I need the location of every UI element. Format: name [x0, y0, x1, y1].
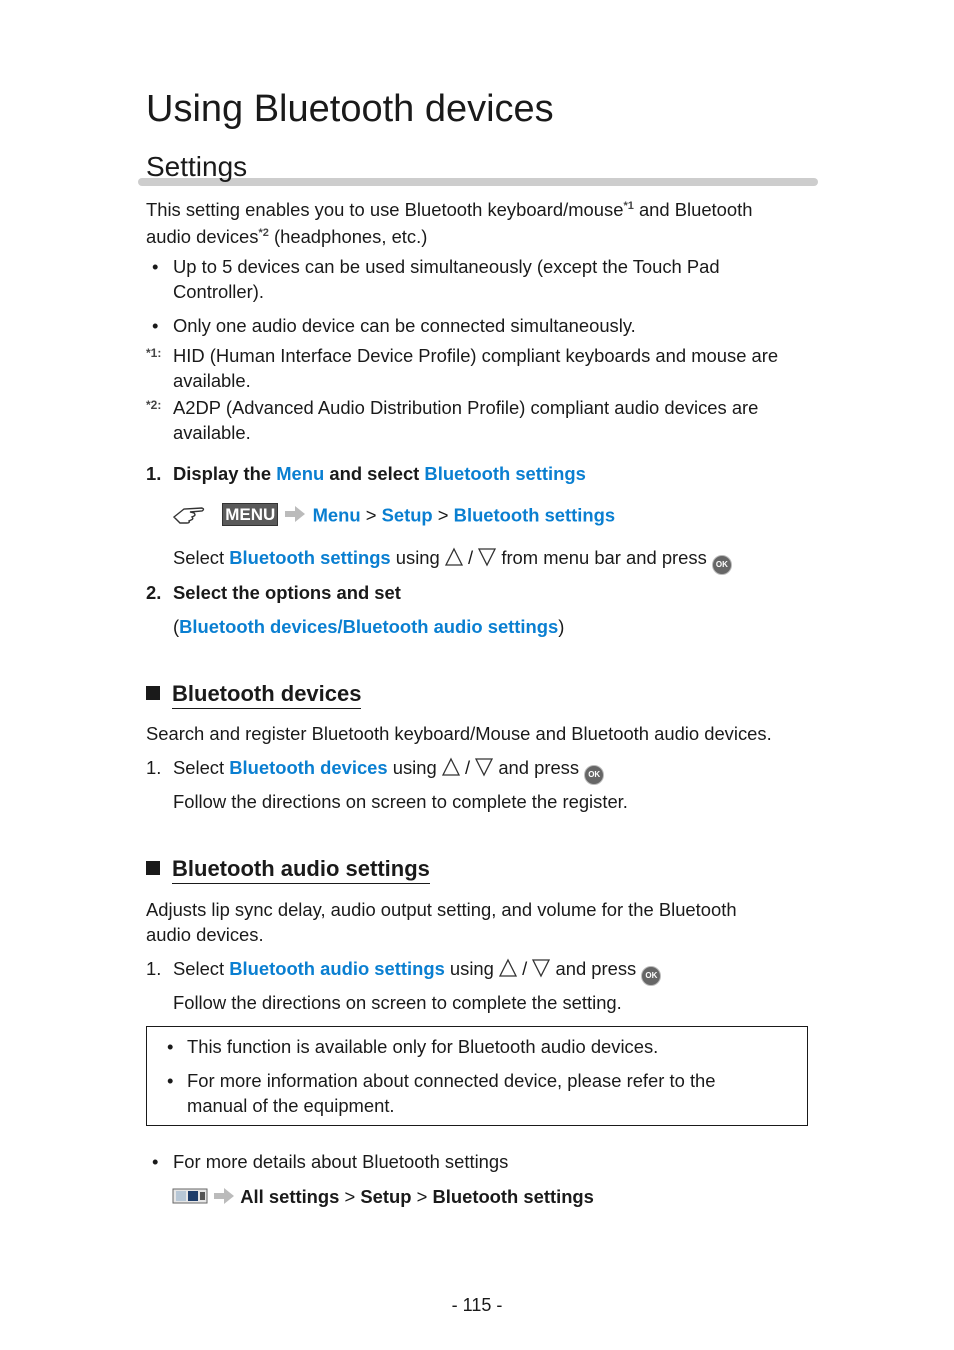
page-number: - 115 -: [451, 1295, 503, 1315]
setup-link[interactable]: Setup: [381, 504, 433, 526]
bullet-text: Only one audio device can be connected simultaneously.: [173, 315, 636, 336]
path-separator: >: [365, 504, 377, 526]
menu-key-icon: MENU: [222, 503, 278, 526]
path-separator: >: [437, 504, 449, 526]
bluetooth-audio-settings-link[interactable]: Bluetooth audio settings: [229, 958, 445, 979]
footnote-mark-1: *1: [623, 200, 634, 212]
bd-follow-text: Follow the directions on screen to complete the register.: [173, 791, 628, 812]
footnote-mark: *1:: [146, 346, 162, 360]
bd-step-text: Select Bluetooth devices using / and press OK: [173, 757, 604, 785]
bluetooth-settings-link[interactable]: Bluetooth settings: [424, 463, 586, 484]
menu-path: [172, 503, 615, 527]
setup-path: Setup: [360, 1186, 412, 1207]
down-triangle-icon: [532, 959, 550, 982]
page-title: Using Bluetooth devices: [146, 88, 554, 130]
bullet-text: Up to 5 devices can be used simultaneously (except the Touch Pad: [173, 256, 720, 277]
step-2-options: (Bluetooth devices/Bluetooth audio settings): [173, 616, 565, 637]
ba-step-number: 1.: [146, 958, 162, 979]
arrow-right-icon: [213, 1187, 235, 1210]
intro-line-1: [146, 195, 752, 221]
up-triangle-icon: [442, 758, 460, 781]
bluetooth-audio-desc: Adjusts lip sync delay, audio output setting, and volume for the Bluetooth: [146, 899, 737, 920]
bullet-icon: •: [152, 1151, 159, 1172]
note-box-item: manual of the equipment.: [187, 1095, 395, 1116]
bluetooth-devices-desc: Search and register Bluetooth keyboard/Mouse and Bluetooth audio devices.: [146, 723, 772, 744]
arrow-right-icon: [283, 505, 307, 528]
bluetooth-settings-path: Bluetooth settings: [432, 1186, 594, 1207]
ok-button-icon: OK: [584, 765, 604, 785]
bluetooth-devices-link[interactable]: Bluetooth devices: [229, 757, 388, 778]
up-triangle-icon: [499, 959, 517, 982]
step-2-number: 2.: [146, 582, 162, 603]
square-marker-icon: [146, 686, 160, 700]
note-text: HID (Human Interface Device Profile) compliant keyboards and mouse are: [173, 345, 779, 366]
bluetooth-devices-link[interactable]: Bluetooth devices: [179, 616, 338, 637]
bullet-icon: •: [152, 256, 159, 277]
note-text: available.: [173, 370, 251, 391]
ok-button-icon: OK: [641, 966, 661, 986]
menu-link[interactable]: Menu: [276, 463, 325, 484]
path-separator: >: [416, 1186, 428, 1207]
more-details-path: [172, 1186, 594, 1210]
step-2-text: Select the options and set: [173, 582, 401, 603]
bluetooth-devices-heading: Bluetooth devices: [146, 680, 361, 708]
down-triangle-icon: [475, 758, 493, 781]
bullet-icon: •: [167, 1070, 174, 1091]
ba-follow-text: Follow the directions on screen to complete the setting.: [173, 992, 622, 1013]
bullet-icon: •: [152, 315, 159, 336]
step-1-select: Select Bluetooth settings using / from menu bar and press OK: [173, 547, 732, 575]
bluetooth-audio-heading: Bluetooth audio settings: [146, 855, 430, 883]
square-marker-icon: [146, 861, 160, 875]
bluetooth-settings-link[interactable]: Bluetooth settings: [229, 547, 391, 568]
footnote-mark-2: *2: [258, 227, 269, 239]
footnote-mark: *2:: [146, 398, 162, 412]
bluetooth-audio-settings-link[interactable]: Bluetooth audio settings: [342, 616, 559, 637]
bluetooth-settings-link[interactable]: Bluetooth settings: [453, 504, 616, 526]
step-1-number: 1.: [146, 463, 162, 484]
note-box-item: This function is available only for Bluetooth audio devices.: [187, 1036, 659, 1057]
bullet-icon: •: [167, 1036, 174, 1057]
intro-text: This setting enables you to use Bluetooth keyboard/mouse: [146, 199, 624, 220]
ok-button-icon: OK: [712, 555, 732, 575]
more-details-text: For more details about Bluetooth settings: [173, 1151, 509, 1172]
intro-text: audio devices: [146, 226, 259, 247]
note-text: available.: [173, 422, 251, 443]
bullet-text: Controller).: [173, 281, 264, 302]
menu-link[interactable]: Menu: [312, 504, 361, 526]
ereader-icon: [172, 1187, 208, 1210]
bd-step-number: 1.: [146, 757, 162, 778]
all-settings-path: All settings: [240, 1186, 340, 1207]
intro-line-2: [146, 222, 427, 248]
bluetooth-audio-desc: audio devices.: [146, 924, 264, 945]
intro-text: (headphones, etc.): [268, 226, 428, 247]
ba-step-text: Select Bluetooth audio settings using / and press OK: [173, 958, 661, 986]
up-triangle-icon: [445, 548, 463, 571]
section-title: Settings: [146, 151, 248, 182]
note-text: A2DP (Advanced Audio Distribution Profile) compliant audio devices are: [173, 397, 759, 418]
down-triangle-icon: [478, 548, 496, 571]
note-box-item: For more information about connected device, please refer to the: [187, 1070, 716, 1091]
hand-pointer-icon: [172, 503, 206, 530]
path-separator: >: [344, 1186, 356, 1207]
intro-text: and Bluetooth: [633, 199, 753, 220]
step-1-text: Display the Menu and select Bluetooth settings: [173, 463, 586, 484]
